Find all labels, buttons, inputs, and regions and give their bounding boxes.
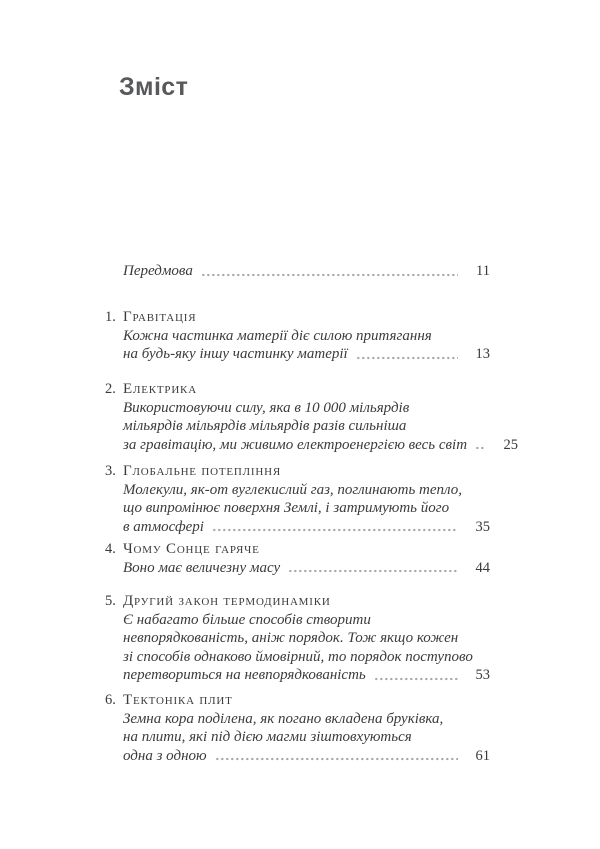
toc-entry-title: Чому Сонце гаряче: [123, 541, 260, 557]
toc-page-number: 13: [475, 346, 490, 363]
toc-entry-description-line: зі способів однаково ймовірний, то порядок поступово: [123, 648, 473, 665]
toc-entry: [105, 262, 490, 281]
toc-entry-description-line: Кожна частинка матерії діє силою притягання: [123, 327, 432, 344]
toc-page-number: 25: [503, 436, 519, 453]
toc-entry-description-line: на плити, які під дією магми зіштовхуються: [123, 729, 412, 746]
toc-entry-heading: [105, 380, 490, 399]
table-of-contents: [105, 0, 519, 849]
toc-entry-number: 6.: [105, 692, 116, 708]
toc-entry-last-line: [123, 559, 490, 578]
toc-entry-number: 3.: [105, 463, 116, 479]
toc-entry: [105, 462, 490, 536]
toc-entry-description-line: невпорядкованість, аніж порядок. Тож якщо кожен: [123, 630, 459, 647]
toc-entry-last-line: [123, 747, 490, 766]
toc-entry-description-line: мільярдів мільярдів мільярдів разів сильніша: [123, 418, 407, 435]
toc-entry-heading: [105, 540, 490, 559]
toc-entry-description-end: Воно має величезну масу: [123, 559, 281, 576]
toc-entry-title: Другий закон термодинаміки: [123, 593, 331, 609]
toc-entry: [105, 691, 490, 765]
toc-entry-number: 4.: [105, 541, 116, 557]
toc-entry: [105, 308, 490, 364]
toc-entry-description-line: Земна кора поділена, як погано вкладена бруківка,: [123, 710, 444, 727]
dot-leader: [202, 273, 458, 277]
dot-leader: [213, 528, 458, 532]
dot-leader: [289, 569, 458, 573]
toc-entry-description-line: Молекули, як-от вуглекислий газ, поглинають тепло,: [123, 481, 463, 498]
toc-entry-title: Гравітація: [123, 309, 197, 325]
toc-entry-description-line: Є набагато більше способів створити: [123, 611, 371, 628]
toc-entry-description-end: Передмова: [123, 263, 193, 279]
toc-entry-description-end: за гравітацію, ми живимо електроенергією весь світ: [123, 436, 468, 453]
toc-entry-last-line: [123, 345, 490, 364]
toc-entry: [105, 380, 519, 454]
toc-page-number: 44: [475, 559, 490, 576]
page-title: Зміст: [119, 73, 189, 101]
toc-entry-description-end: перетвориться на невпорядкованість: [123, 667, 366, 684]
toc-entry-last-line: [123, 262, 490, 281]
toc-entry-description-end: в атмосфері: [123, 518, 204, 535]
toc-entry: [105, 592, 490, 685]
toc-entry-heading: [105, 308, 490, 327]
toc-entry-heading: [105, 691, 490, 710]
toc-entry-description-end: на будь-яку іншу частинку матерії: [123, 346, 348, 363]
toc-entry-title: Тектоніка плит: [123, 692, 233, 708]
toc-entry-last-line: [123, 436, 519, 455]
toc-entry-title: Електрика: [123, 381, 197, 397]
toc-entry-title: Глобальне потепління: [123, 463, 281, 479]
toc-entry-heading: [105, 592, 490, 611]
toc-entry-description-line: що випромінює поверхня Землі, і затримують його: [123, 500, 450, 517]
toc-entry-number: 1.: [105, 309, 116, 325]
dot-leader: [375, 677, 458, 681]
toc-entry-description-end: одна з одною: [123, 747, 207, 764]
toc-page-number: 11: [476, 263, 490, 279]
dot-leader: [476, 446, 486, 450]
toc-page-number: 35: [475, 518, 490, 535]
toc-page-number: 53: [475, 667, 490, 684]
toc-entry: [105, 540, 490, 577]
toc-entry-last-line: [123, 518, 490, 537]
toc-page-number: 61: [475, 747, 490, 764]
toc-entry-description-line: Використовуючи силу, яка в 10 000 мільярдів: [123, 399, 410, 416]
toc-entry-heading: [105, 462, 490, 481]
toc-entry-number: 5.: [105, 593, 116, 609]
toc-entry-number: 2.: [105, 381, 116, 397]
dot-leader: [357, 356, 458, 360]
dot-leader: [216, 757, 458, 761]
toc-entry-last-line: [123, 666, 490, 685]
